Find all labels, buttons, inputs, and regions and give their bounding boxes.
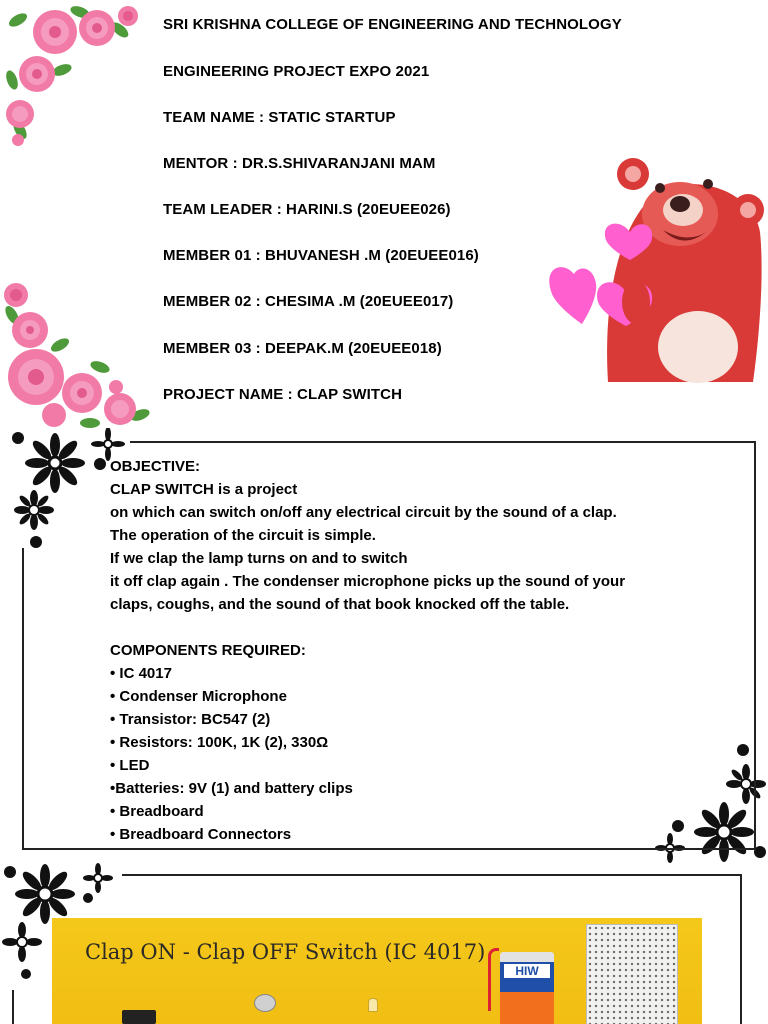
- battery-icon: [500, 952, 554, 1024]
- objective-line: it off clap again . The condenser microphone picks up the sound of your: [110, 573, 626, 590]
- team-name: TEAM NAME : STATIC STARTUP: [163, 109, 396, 126]
- circuit-photo: [52, 918, 702, 1024]
- member-01: MEMBER 01 : BHUVANESH .M (20EUEE016): [163, 247, 479, 264]
- photo-frame-top: [122, 874, 742, 876]
- panel-left-border: [22, 548, 24, 850]
- rose-cluster-icon: [0, 0, 150, 150]
- objective-heading: OBJECTIVE:: [110, 458, 201, 475]
- photo-title: Clap ON - Clap OFF Switch (IC 4017): [85, 940, 486, 964]
- expo-title: ENGINEERING PROJECT EXPO 2021: [163, 63, 430, 80]
- component-item: • LED: [110, 757, 150, 774]
- team-leader: TEAM LEADER : HARINI.S (20EUEE026): [163, 201, 451, 218]
- spacer: [110, 616, 710, 639]
- component-item: • Transistor: BC547 (2): [110, 711, 271, 728]
- objective-line: CLAP SWITCH is a project: [110, 481, 298, 498]
- component-item: • IC 4017: [110, 665, 172, 682]
- component-item: •Batteries: 9V (1) and battery clips: [110, 780, 353, 797]
- objective-line: claps, coughs, and the sound of that book knocked off the table.: [110, 596, 570, 613]
- component-item: • Resistors: 100K, 1K (2), 330Ω: [110, 734, 329, 751]
- microphone-icon: [254, 994, 276, 1012]
- component-item: • Condenser Microphone: [110, 688, 287, 705]
- panel-top-border: [130, 441, 756, 443]
- ic-chip-icon: [122, 1010, 156, 1024]
- breadboard-icon: [586, 924, 678, 1024]
- led-icon: [368, 998, 378, 1012]
- battery-wire-icon: [488, 948, 499, 1011]
- component-item: • Breadboard: [110, 803, 204, 820]
- battery-brand: HIW: [504, 964, 550, 978]
- objective-line: The operation of the circuit is simple.: [110, 527, 376, 544]
- photo-frame-right: [740, 874, 742, 1024]
- project-name: PROJECT NAME : CLAP SWITCH: [163, 386, 402, 403]
- member-03: MEMBER 03 : DEEPAK.M (20EUEE018): [163, 340, 442, 357]
- bear-with-hearts-icon: [548, 152, 768, 387]
- mentor: MENTOR : DR.S.SHIVARANJANI MAM: [163, 155, 436, 172]
- photo-frame-left: [12, 990, 14, 1024]
- rose-cluster-icon: [0, 275, 160, 435]
- objective-line: If we clap the lamp turns on and to switch: [110, 550, 408, 567]
- objective-line: on which can switch on/off any electrical circuit by the sound of a clap.: [110, 504, 617, 521]
- member-02: MEMBER 02 : CHESIMA .M (20EUEE017): [163, 293, 454, 310]
- college-name: SRI KRISHNA COLLEGE OF ENGINEERING AND TECHNOLOGY: [163, 16, 622, 33]
- components-heading: COMPONENTS REQUIRED:: [110, 642, 306, 659]
- objective-section: [110, 455, 710, 846]
- component-item: • Breadboard Connectors: [110, 826, 292, 843]
